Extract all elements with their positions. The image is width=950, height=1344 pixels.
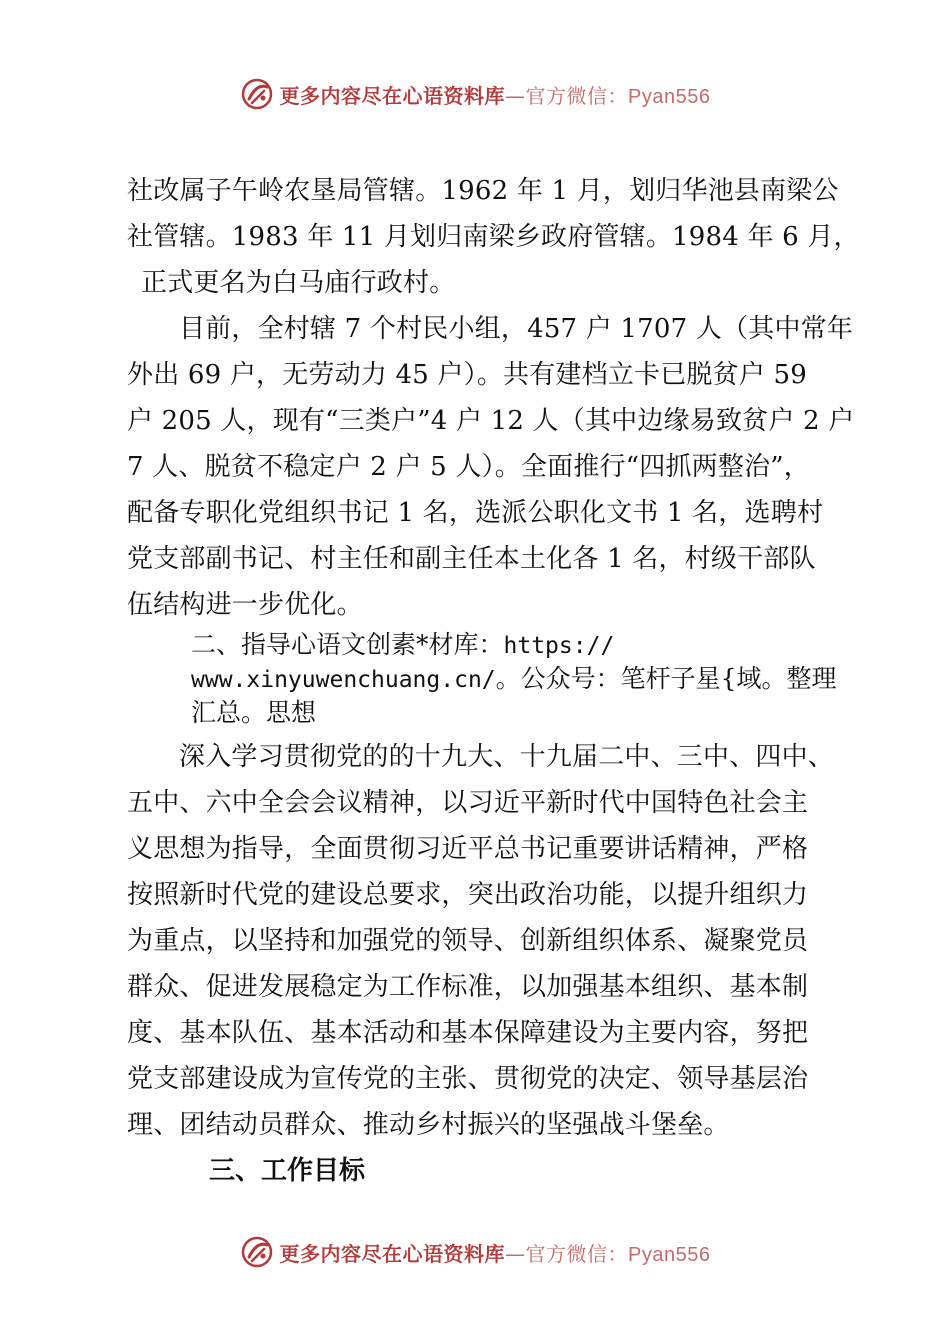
watermark-main: 更多内容尽在心语资料库: [279, 1241, 506, 1266]
watermark-id: Pyan556: [628, 85, 711, 108]
watermark-text: [280, 80, 711, 109]
text-line: 按照新时代党的建设总要求，突出政治功能，以提升组织力: [127, 880, 809, 910]
document-body: [127, 168, 860, 1194]
logo-icon: [240, 1235, 274, 1269]
text-line: 7 人、脱贫不稳定户 2 户 5 人）。全面推行“四抓两整治”，: [127, 452, 810, 482]
paragraph-guiding-thought: [127, 734, 847, 1148]
text-line: 义思想为指导，全面贯彻习近平总书记重要讲话精神，严格: [127, 834, 809, 864]
text-line: 外出 69 户，无劳动力 45 户）。共有建档立卡已脱贫户 59: [127, 360, 807, 390]
text-line: 社管辖。1983 年 11 月划归南梁乡政府管辖。1984 年 6 月，: [127, 222, 860, 252]
paragraph-current-status: [127, 306, 855, 628]
url-part-1: https://: [503, 633, 615, 659]
text-line: 正式更名为白马庙行政村。: [141, 268, 456, 298]
text-line: 社改属子午岭农垦局管辖。1962 年 1 月，划归华池县南梁公: [127, 176, 839, 206]
watermark-text: [280, 1238, 711, 1267]
paragraph-history: [127, 168, 860, 306]
url-part-2: www.xinyuwenchuang.cn/: [191, 667, 496, 693]
section-three-heading: 三、工作目标: [209, 1156, 366, 1186]
text-line: 党支部建设成为宣传党的主张、贯彻党的决定、领导基层治: [127, 1064, 809, 1094]
text-line: 汇总。思想: [191, 698, 317, 727]
section-two-suffix: 。公众号：笔杆子星{域。整理: [495, 664, 837, 693]
text-line: [191, 662, 847, 696]
footer-watermark: [0, 1232, 950, 1272]
text-line: 五中、六中全会会议精神，以习近平新时代中国特色社会主: [127, 788, 809, 818]
watermark-dash: —: [505, 1241, 526, 1266]
text-line: 户 205 人，现有“三类户”4 户 12 人（其中边缘易致贫户 2 户: [127, 406, 855, 436]
logo-icon: [240, 77, 274, 111]
watermark-main: 更多内容尽在心语资料库: [279, 83, 506, 108]
text-line: 党支部副书记、村主任和副主任本土化各 1 名，村级干部队: [127, 544, 816, 574]
watermark-sub: 官方微信：: [525, 1241, 629, 1266]
text-line: [191, 628, 847, 662]
watermark-sub: 官方微信：: [525, 83, 629, 108]
text-line: 配备专职化党组织书记 1 名，选派公职化文书 1 名，选聘村: [127, 498, 824, 528]
text-line: 为重点，以坚持和加强党的领导、创新组织体系、凝聚党员: [127, 926, 809, 956]
text-line: 伍结构进一步优化。: [127, 590, 363, 620]
text-line: 度、基本队伍、基本活动和基本保障建设为主要内容，努把: [127, 1018, 809, 1048]
text-line: 深入学习贯彻党的的十九大、十九届二中、三中、四中、: [179, 742, 835, 772]
text-line: 理、团结动员群众、推动乡村振兴的坚强战斗堡垒。: [127, 1110, 730, 1140]
section-two-heading: [127, 628, 847, 730]
text-line: 目前，全村辖 7 个村民小组，457 户 1707 人（其中常年: [179, 314, 854, 344]
watermark-id: Pyan556: [628, 1243, 711, 1266]
text-line: 群众、促进发展稳定为工作标准，以加强基本组织、基本制: [127, 972, 809, 1002]
section-two-prefix: 二、指导心语文创素*材库：: [191, 630, 504, 659]
watermark-dash: —: [505, 83, 526, 108]
header-watermark: [0, 74, 950, 114]
